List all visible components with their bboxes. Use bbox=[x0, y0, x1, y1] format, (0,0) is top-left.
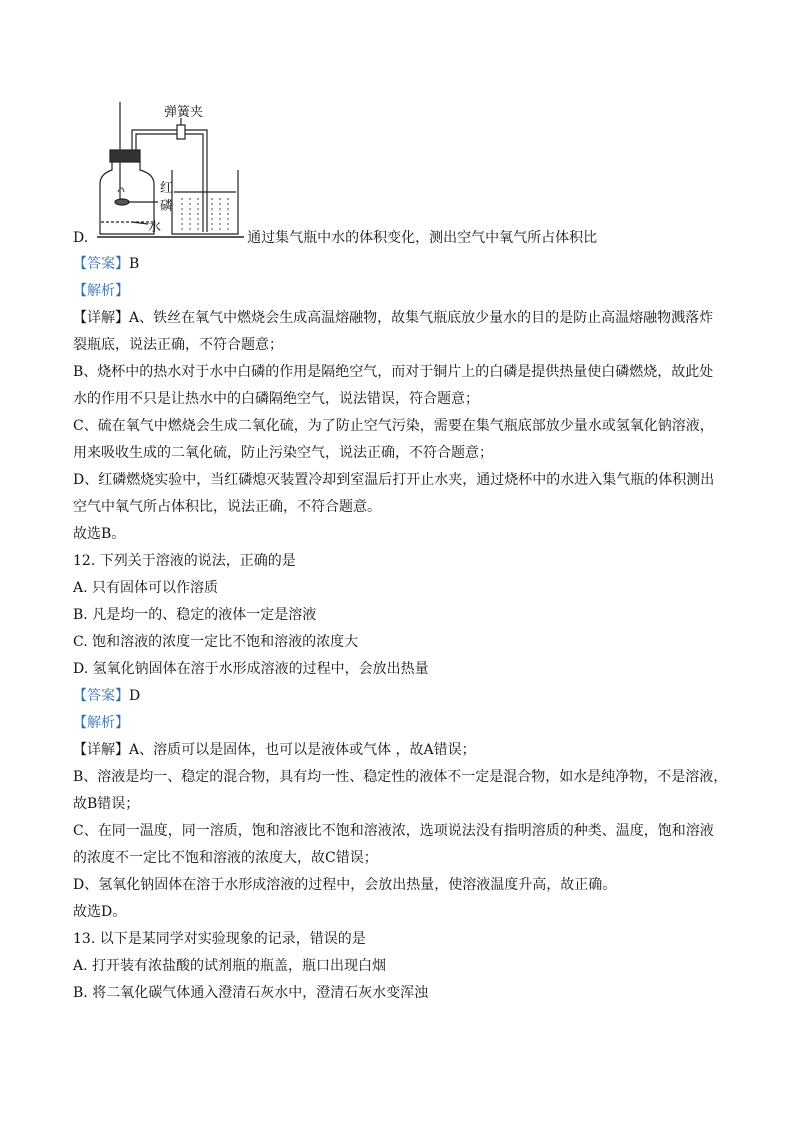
spring-clip-label: 弹簧夹 bbox=[164, 105, 204, 120]
q12-option-a: A. 只有固体可以作溶质 bbox=[73, 580, 219, 596]
text-line: B、烧杯中的热水对于水中白磷的作用是隔绝空气，而对于铜片上的白磷是提供热量使白磷燃烧，故此处 bbox=[73, 364, 714, 380]
answer-line bbox=[73, 686, 140, 706]
detail-tag: 【详解】 bbox=[73, 742, 129, 758]
text-line: 用来吸收生成的二氧化硫，防止污染空气，说法正确，不符合题意； bbox=[73, 445, 493, 461]
q12-option-c: C. 饱和溶液的浓度一定比不饱和溶液的浓度大 bbox=[73, 634, 359, 650]
text-line: D、红磷燃烧实验中，当红磷熄灭装置冷却到室温后打开止水夹，通过烧杯中的水进入集气瓶的体积测出 bbox=[73, 472, 715, 488]
q13-option-a: A. 打开装有浓盐酸的试剂瓶的瓶盖，瓶口出现白烟 bbox=[73, 958, 387, 974]
detail-line bbox=[73, 740, 476, 760]
detail-tag: 【详解】 bbox=[73, 310, 129, 326]
analysis-tag: 【解析】 bbox=[73, 715, 129, 731]
text-line: 裂瓶底，说法正确，不符合题意； bbox=[73, 337, 283, 353]
choice-conclusion: 故选B。 bbox=[73, 526, 126, 542]
option-text: 通过集气瓶中水的体积变化，测出空气中氧气所占体积比 bbox=[247, 230, 598, 246]
detail-line bbox=[73, 308, 713, 328]
red-phosphorus-apparatus-figure bbox=[92, 100, 252, 240]
answer-value: D bbox=[129, 688, 141, 704]
answer-tag: 【答案】 bbox=[73, 256, 129, 272]
question-13: 13. 以下是某同学对实验现象的记录，错误的是 bbox=[73, 931, 366, 947]
text-line: 空气中氧气所占体积比，说法正确，不符合题意。 bbox=[73, 499, 381, 515]
answer-tag: 【答案】 bbox=[73, 688, 129, 704]
answer-value: B bbox=[129, 256, 140, 272]
text-line: 水的作用不只是让热水中的白磷隔绝空气，说法错误，符合题意； bbox=[73, 391, 479, 407]
answer-line bbox=[73, 254, 139, 274]
option-prefix: D. bbox=[73, 230, 89, 246]
option-d-line bbox=[73, 228, 597, 248]
analysis-heading bbox=[73, 713, 129, 733]
text-line: C、硫在氧气中燃烧会生成二氧化硫，为了防止空气污染，需要在集气瓶底部放少量水或氢氧化钠溶液， bbox=[73, 418, 714, 434]
question-12: 12. 下列关于溶液的说法，正确的是 bbox=[73, 553, 296, 569]
text-line: D、氢氧化钠固体在溶于水形成溶液的过程中，会放出热量，使溶液温度升高，故正确。 bbox=[73, 877, 617, 893]
red-label: 红 bbox=[160, 181, 174, 196]
q12-option-b: B. 凡是均一的、稳定的液体一定是溶液 bbox=[73, 607, 317, 623]
phosphorus-label: 磷 bbox=[160, 199, 174, 214]
q12-option-d: D. 氢氧化钠固体在溶于水形成溶液的过程中，会放出热量 bbox=[73, 661, 429, 677]
analysis-heading bbox=[73, 281, 129, 301]
choice-conclusion: 故选D。 bbox=[73, 904, 127, 920]
text-line: 的浓度不一定比不饱和溶液的浓度大，故C错误； bbox=[73, 850, 378, 866]
analysis-tag: 【解析】 bbox=[73, 283, 129, 299]
detail-text: A、溶质可以是固体，也可以是液体或气体 ，故A错误； bbox=[129, 742, 476, 758]
text-line: B、溶液是均一、稳定的混合物，具有均一性、稳定性的液体不一定是混合物，如水是纯净物，不是溶液， bbox=[73, 769, 728, 785]
text-line: C、在同一温度，同一溶质，饱和溶液比不饱和溶液浓，选项说法没有指明溶质的种类、温度，饱和溶液 bbox=[73, 823, 714, 839]
detail-text: A、铁丝在氧气中燃烧会生成高温熔融物，故集气瓶底放少量水的目的是防止高温熔融物溅落炸 bbox=[129, 310, 714, 326]
text-line: 故B错误； bbox=[73, 796, 140, 812]
water-label: 水 bbox=[148, 220, 162, 235]
q13-option-b: B. 将二氧化碳气体通入澄清石灰水中，澄清石灰水变浑浊 bbox=[73, 985, 429, 1001]
